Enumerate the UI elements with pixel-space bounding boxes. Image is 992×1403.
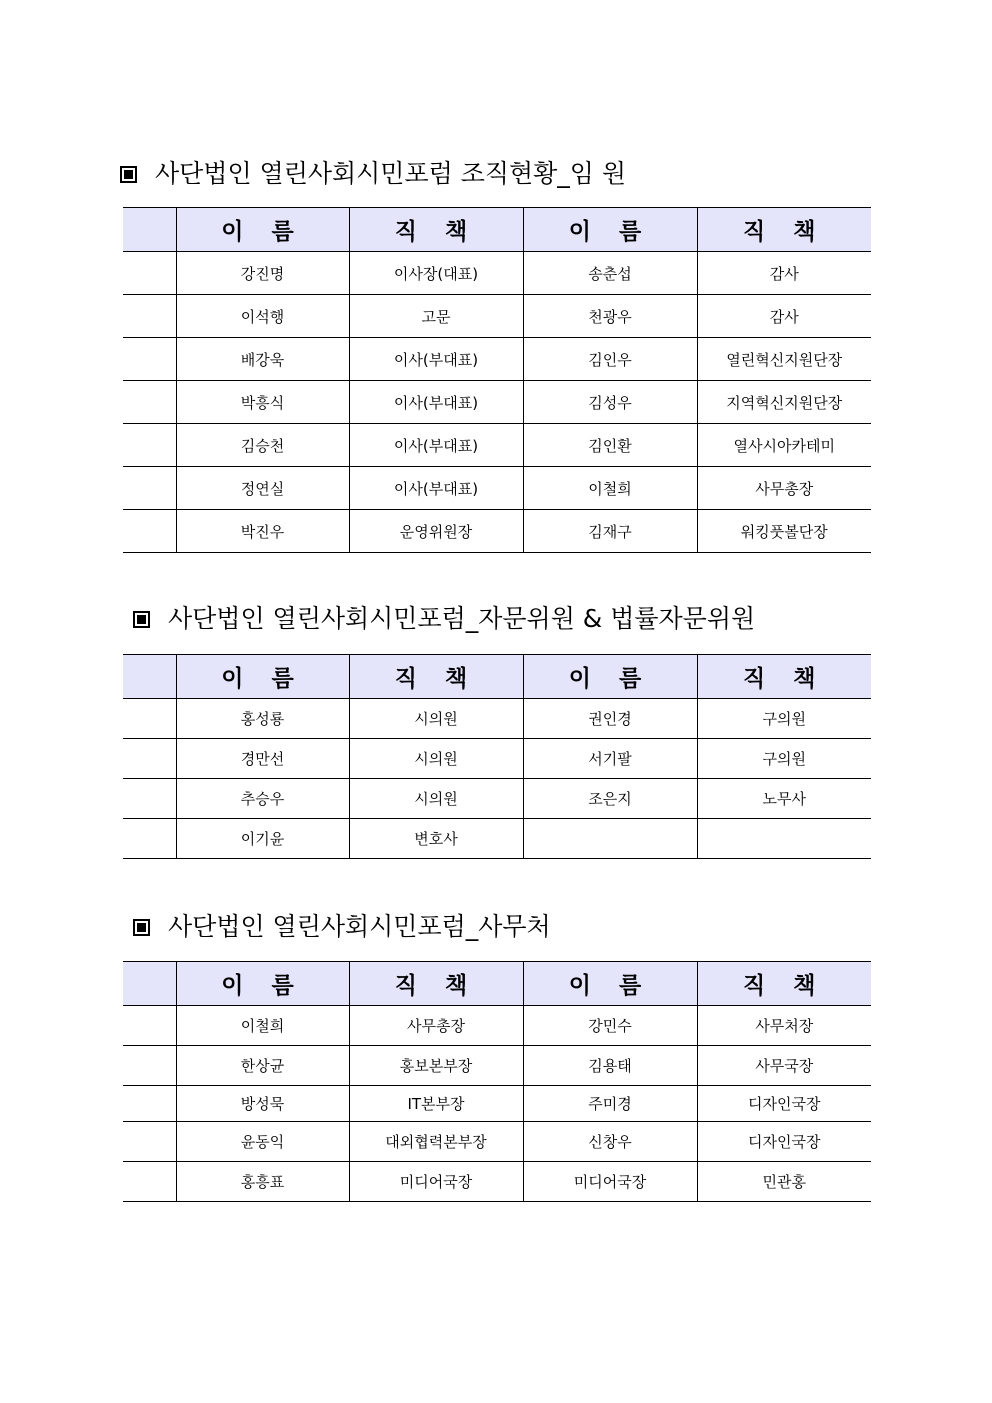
- position-cell: 사무총장: [697, 467, 871, 510]
- position-cell: 미디어국장: [349, 1162, 523, 1202]
- row-blank-cell: [123, 424, 176, 467]
- position-cell: 이사(부대표): [349, 467, 523, 510]
- row-blank-cell: [123, 1162, 176, 1202]
- header-cell-position: 직 책: [349, 962, 523, 1006]
- square-bullet-icon: [133, 611, 150, 628]
- name-cell: 방성묵: [176, 1086, 349, 1122]
- table-row: [123, 467, 871, 510]
- table-row: [123, 252, 871, 295]
- table-row: [123, 819, 871, 859]
- name-cell: 권인경: [523, 699, 697, 739]
- name-cell: 홍성룡: [176, 699, 349, 739]
- position-cell: 지역혁신지원단장: [697, 381, 871, 424]
- table-header-row: [123, 208, 871, 252]
- table-row: [123, 739, 871, 779]
- header-cell-name: 이 름: [523, 962, 697, 1006]
- position-cell: 시의원: [349, 779, 523, 819]
- name-cell: 김인환: [523, 424, 697, 467]
- header-cell-blank: [123, 208, 176, 252]
- name-cell: 김성우: [523, 381, 697, 424]
- table-row: [123, 1006, 871, 1046]
- position-cell: 고문: [349, 295, 523, 338]
- row-blank-cell: [123, 779, 176, 819]
- name-cell: 이철희: [176, 1006, 349, 1046]
- name-cell: [523, 819, 697, 859]
- square-bullet-icon: [120, 166, 137, 183]
- header-cell-position: 직 책: [349, 655, 523, 699]
- section-title-text: 사단법인 열린사회시민포럼_사무처: [168, 912, 551, 941]
- table-row: [123, 699, 871, 739]
- name-cell: 강진명: [176, 252, 349, 295]
- row-blank-cell: [123, 467, 176, 510]
- row-blank-cell: [123, 381, 176, 424]
- name-cell: 윤동익: [176, 1122, 349, 1162]
- header-cell-position: 직 책: [349, 208, 523, 252]
- table-header-row: [123, 962, 871, 1006]
- row-blank-cell: [123, 739, 176, 779]
- position-cell: 열린혁신지원단장: [697, 338, 871, 381]
- position-cell: 감사: [697, 252, 871, 295]
- row-blank-cell: [123, 1046, 176, 1086]
- table-row: [123, 1162, 871, 1202]
- position-cell: 열사시아카테미: [697, 424, 871, 467]
- table-row: [123, 295, 871, 338]
- header-cell-position: 직 책: [697, 208, 871, 252]
- name-cell: 박흥식: [176, 381, 349, 424]
- position-cell: 이사(부대표): [349, 424, 523, 467]
- name-cell: 김인우: [523, 338, 697, 381]
- header-cell-name: 이 름: [176, 208, 349, 252]
- section-title: [133, 912, 551, 942]
- table-row: [123, 424, 871, 467]
- header-cell-blank: [123, 655, 176, 699]
- position-cell: [697, 819, 871, 859]
- officers-table: [123, 207, 871, 553]
- row-blank-cell: [123, 510, 176, 553]
- row-blank-cell: [123, 252, 176, 295]
- table-row: [123, 779, 871, 819]
- row-blank-cell: [123, 1122, 176, 1162]
- row-blank-cell: [123, 1006, 176, 1046]
- name-cell: 추승우: [176, 779, 349, 819]
- secretariat-table: [123, 961, 871, 1202]
- name-cell: 조은지: [523, 779, 697, 819]
- position-cell: 구의원: [697, 699, 871, 739]
- name-cell: 한상균: [176, 1046, 349, 1086]
- position-cell: 디자인국장: [697, 1086, 871, 1122]
- name-cell: 이기윤: [176, 819, 349, 859]
- header-cell-blank: [123, 962, 176, 1006]
- table-row: [123, 1086, 871, 1122]
- position-cell: 변호사: [349, 819, 523, 859]
- position-cell: 홍보본부장: [349, 1046, 523, 1086]
- name-cell: 서기팔: [523, 739, 697, 779]
- position-cell: 노무사: [697, 779, 871, 819]
- row-blank-cell: [123, 819, 176, 859]
- section-title: [133, 604, 755, 634]
- name-cell: 정연실: [176, 467, 349, 510]
- position-cell: 이사장(대표): [349, 252, 523, 295]
- position-cell: 시의원: [349, 699, 523, 739]
- section-title: [120, 159, 626, 189]
- table-row: [123, 510, 871, 553]
- name-cell: 홍흥표: [176, 1162, 349, 1202]
- row-blank-cell: [123, 338, 176, 381]
- row-blank-cell: [123, 295, 176, 338]
- table-row: [123, 338, 871, 381]
- position-cell: 사무처장: [697, 1006, 871, 1046]
- name-cell: 김승천: [176, 424, 349, 467]
- position-cell: 이사(부대표): [349, 338, 523, 381]
- header-cell-name: 이 름: [523, 655, 697, 699]
- table-row: [123, 1046, 871, 1086]
- position-cell: 시의원: [349, 739, 523, 779]
- square-bullet-icon: [133, 919, 150, 936]
- name-cell: 배강욱: [176, 338, 349, 381]
- name-cell: 김재구: [523, 510, 697, 553]
- position-cell: 감사: [697, 295, 871, 338]
- position-cell: IT본부장: [349, 1086, 523, 1122]
- name-cell: 천광우: [523, 295, 697, 338]
- header-cell-position: 직 책: [697, 655, 871, 699]
- header-cell-position: 직 책: [697, 962, 871, 1006]
- name-cell: 주미경: [523, 1086, 697, 1122]
- section-title-text: 사단법인 열린사회시민포럼 조직현황_임 원: [155, 159, 627, 188]
- header-cell-name: 이 름: [523, 208, 697, 252]
- name-cell: 박진우: [176, 510, 349, 553]
- position-cell: 운영위원장: [349, 510, 523, 553]
- table-row: [123, 381, 871, 424]
- section-title-text: 사단법인 열린사회시민포럼_자문위원 & 법률자문위원: [168, 604, 756, 633]
- name-cell: 경만선: [176, 739, 349, 779]
- name-cell: 김용태: [523, 1046, 697, 1086]
- position-cell: 대외협력본부장: [349, 1122, 523, 1162]
- position-cell: 이사(부대표): [349, 381, 523, 424]
- position-cell: 워킹풋볼단장: [697, 510, 871, 553]
- name-cell: 이철희: [523, 467, 697, 510]
- table-header-row: [123, 655, 871, 699]
- row-blank-cell: [123, 1086, 176, 1122]
- row-blank-cell: [123, 699, 176, 739]
- advisors-table: [123, 654, 871, 859]
- name-cell: 신창우: [523, 1122, 697, 1162]
- position-cell: 구의원: [697, 739, 871, 779]
- header-cell-name: 이 름: [176, 962, 349, 1006]
- table-row: [123, 1122, 871, 1162]
- position-cell: 사무총장: [349, 1006, 523, 1046]
- header-cell-name: 이 름: [176, 655, 349, 699]
- name-cell: 강민수: [523, 1006, 697, 1046]
- name-cell: 송춘섭: [523, 252, 697, 295]
- position-cell: 민관홍: [697, 1162, 871, 1202]
- position-cell: 디자인국장: [697, 1122, 871, 1162]
- name-cell: 미디어국장: [523, 1162, 697, 1202]
- position-cell: 사무국장: [697, 1046, 871, 1086]
- name-cell: 이석행: [176, 295, 349, 338]
